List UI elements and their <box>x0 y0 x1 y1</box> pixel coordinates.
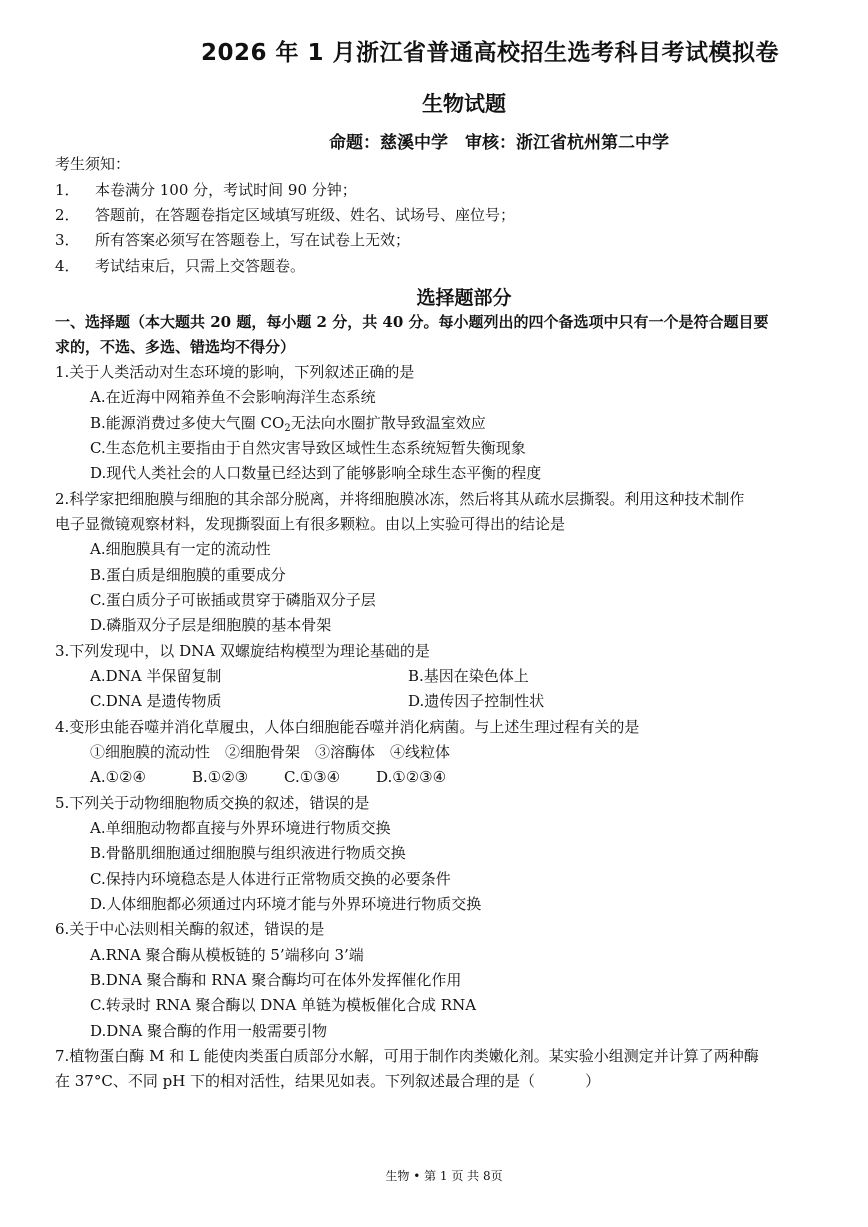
option-b: B.骨骼肌细胞通过细胞膜与组织液进行物质交换 <box>90 844 406 862</box>
option-a: A.DNA 半保留复制 <box>90 667 222 685</box>
question-stem: 3.下列发现中，以 DNA 双螺旋结构模型为理论基础的是 <box>55 642 430 660</box>
option-d: D.人体细胞都必须通过内环境才能与外界环境进行物质交换 <box>90 895 482 913</box>
question-stem: 7.植物蛋白酶 M 和 L 能使肉类蛋白质部分水解，可用于制作肉类嫩化剂。某实验小组测定并计算了两种酶 <box>55 1047 759 1065</box>
notice-item <box>55 230 410 250</box>
option-d: D.现代人类社会的人口数量已经达到了能够影响全球生态平衡的程度 <box>90 464 542 482</box>
notice-number: 3． <box>55 231 80 249</box>
page-footer: 生物 • 第 1 页 共 8页 <box>385 1169 503 1183</box>
option-d: D.磷脂双分子层是细胞膜的基本骨架 <box>90 616 332 634</box>
notice-item <box>55 256 305 276</box>
notice-text: 答题前，在答题卷指定区域填写班级、姓名、试场号、座位号； <box>95 206 516 224</box>
option-c: C.蛋白质分子可嵌插或贯穿于磷脂双分子层 <box>90 591 376 609</box>
option-a: A.在近海中网箱养鱼不会影响海洋生态系统 <box>90 388 376 406</box>
question-stem: 6.关于中心法则相关酶的叙述，错误的是 <box>55 920 325 938</box>
exam-title: 2026 年 1 月浙江省普通高校招生选考科目考试模拟卷 <box>200 40 780 66</box>
option-a: A.①②④ <box>90 768 146 786</box>
option-d: D.DNA 聚合酶的作用一般需要引物 <box>90 1022 328 1040</box>
option-b <box>90 413 486 439</box>
notice-text: 考试结束后，只需上交答题卷。 <box>95 257 306 275</box>
option-b-text: 无法向水圈扩散导致温室效应 <box>290 414 486 432</box>
question-stem: 4.变形虫能吞噬并消化草履虫，人体白细胞能吞噬并消化病菌。与上述生理过程有关的是 <box>55 718 640 736</box>
question-stem <box>55 1071 600 1091</box>
subject-title: 生物试题 <box>422 92 506 116</box>
question-stem: 5.下列关于动物细胞物质交换的叙述，错误的是 <box>55 794 370 812</box>
option-b: B.①②③ <box>192 768 249 786</box>
option-d: D.遗传因子控制性状 <box>408 692 545 710</box>
option-b: B.蛋白质是细胞膜的重要成分 <box>90 566 286 584</box>
question-stem: 2.科学家把细胞膜与细胞的其余部分脱离，并将细胞膜冰冻，然后将其从疏水层撕裂。利用这种技术制作 <box>55 490 745 508</box>
question-stem-text: 在 37°C、不同 pH 下的相对活性，结果见如表。下列叙述最合理的是（ <box>55 1072 536 1090</box>
notice-number: 1． <box>55 181 80 199</box>
question-items: ①细胞膜的流动性 ②细胞骨架 ③溶酶体 ④线粒体 <box>90 743 451 761</box>
subscript: 2 <box>284 423 291 434</box>
question-stem: 1.关于人类活动对生态环境的影响，下列叙述正确的是 <box>55 363 415 381</box>
authors-line: 命题：慈溪中学 审核：浙江省杭州第二中学 <box>329 133 669 153</box>
option-c: C.DNA 是遗传物质 <box>90 692 222 710</box>
option-c: C.①③④ <box>284 768 341 786</box>
notice-number: 4． <box>55 257 80 275</box>
notice-label: 考生须知： <box>55 155 131 173</box>
notice-text: 本卷满分 100 分，考试时间 90 分钟； <box>95 181 357 199</box>
question-stem: 电子显微镜观察材料，发现撕裂面上有很多颗粒。由以上实验可得出的结论是 <box>55 515 566 533</box>
option-b-text: B.能源消费过多使大气圈 CO <box>90 414 285 432</box>
section-title: 选择题部分 <box>416 287 512 309</box>
option-a: A.单细胞动物都直接与外界环境进行物质交换 <box>90 819 391 837</box>
option-c: C.生态危机主要指由于自然灾害导致区域性生态系统短暂失衡现象 <box>90 439 526 457</box>
option-c: C.转录时 RNA 聚合酶以 DNA 单链为模板催化合成 RNA <box>90 996 477 1014</box>
option-b: B.基因在染色体上 <box>408 667 529 685</box>
notice-item <box>55 180 357 200</box>
notice-item <box>55 205 515 225</box>
option-a: A.细胞膜具有一定的流动性 <box>90 540 271 558</box>
option-a: A.RNA 聚合酶从模板链的 5’端移向 3’端 <box>90 946 364 964</box>
notice-number: 2． <box>55 206 80 224</box>
option-c: C.保持内环境稳态是人体进行正常物质交换的必要条件 <box>90 870 451 888</box>
option-b: B.DNA 聚合酶和 RNA 聚合酶均可在体外发挥催化作用 <box>90 971 462 989</box>
question-stem-text: ） <box>585 1072 601 1090</box>
section-instruction: 求的，不选、多选、错选均不得分） <box>55 338 296 356</box>
option-d: D.①②③④ <box>376 768 447 786</box>
section-instruction: 一、选择题（本大题共 20 题，每小题 2 分，共 40 分。每小题列出的四个备选项中只有一个是符合题目要 <box>55 313 769 331</box>
notice-text: 所有答案必须写在答题卷上，写在试卷上无效； <box>95 231 411 249</box>
